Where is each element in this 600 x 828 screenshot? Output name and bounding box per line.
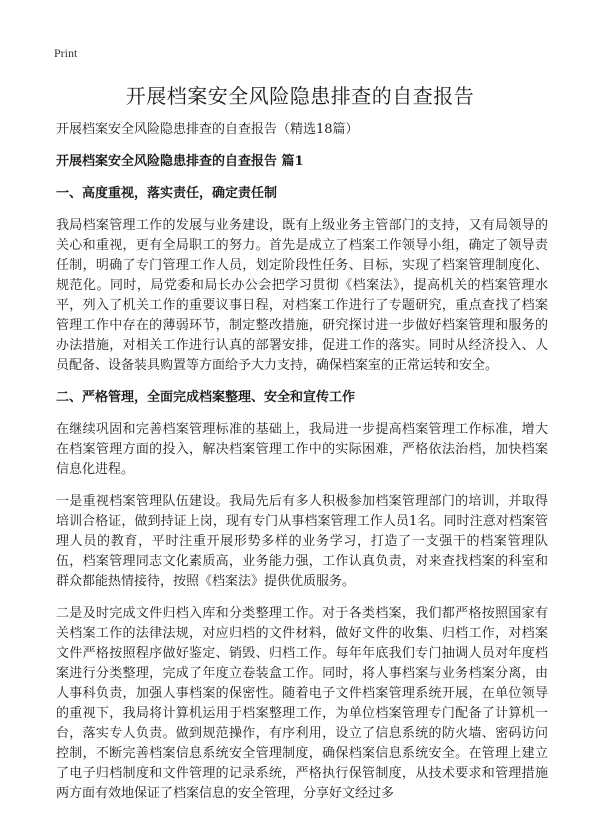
paragraph-4: 二是及时完成文件归档入库和分类整理工作。对于各类档案，我们都严格按照国家有关档案工作的法律法规，对应归档的文件材料，做好文件的收集、归档工作，对档案文件严格按照程序做好鉴定、销毁、归档工作。每年年底我们专门抽调人员对年度档案进行分类整理，完成了年度立卷装盒工作。同时，将人事档案与业务档案分离，由人事科负责，加强人事档案的保密性。随着电子文件档案管理系统开展，在单位领导的重视下，我局将计算机运用于档案整理工作，为单位档案管理专门配备了计算机一台，落实专人负责。做到规范操作，有序利用，设立了信息系统的防火墙、密码访问控制，不断完善档案信息系统安全管理制度，确保档案信息系统安全。在管理上建立了电子归档制度和文件管理的记录系统，严格执行保管制度，从技术要求和管理措施两方面有效地保证了档案信息的安全管理，分享好文经过多: [56, 606, 548, 801]
paragraph-1: 我局档案管理工作的发展与业务建设，既有上级业务主管部门的支持，又有局领导的关心和重视，更有全局职工的努力。首先是成立了档案工作领导小组，确定了领导责任制，明确了专门管理工作人员，划定阶段性任务、目标，实现了档案管理制度化、规范化。同时，局党委和局长办公会把学习贯彻《档案法》，提高机关的档案管理水平，列入了机关工作的重要议事日程，对档案工作进行了专题研究，重点查找了档案管理工作中存在的薄弱环节，制定整改措施，研究探讨进一步做好档案管理和服务的办法措施，对相关工作进行认真的部署安排，促进工作的落实。同时从经济投入、人员配备、设备装具购置等方面给予大力支持，确保档案室的正常运转和安全。: [56, 218, 548, 373]
section-title: 开展档案安全风险隐患排查的自查报告 篇1: [56, 154, 304, 169]
page-title: 开展档案安全风险隐患排查的自查报告: [125, 84, 475, 108]
print-link[interactable]: Print: [54, 46, 78, 60]
paragraph-3: 一是重视档案管理队伍建设。我局先后有多人积极参加档案管理部门的培训，并取得培训合格证，做到持证上岗，现有专门从事档案管理工作人员1名。同时注意对档案管理人员的教育，平时注重开展形势多样的业务学习，打造了一支强干的档案管理队伍，档案管理同志文化素质高，业务能力强，工作认真负责，对来查找档案的科室和群众都能热情接待，按照《档案法》提供优质服务。: [56, 494, 548, 589]
document-subtitle: 开展档案安全风险隐患排查的自查报告（精选18篇）: [56, 122, 359, 137]
paragraph-2: 在继续巩固和完善档案管理标准的基础上，我局进一步提高档案管理工作标准，增大在档案管理方面的投入，解决档案管理工作中的实际困难，严格依法治档，加快档案信息化进程。: [56, 422, 548, 477]
document-body: [56, 120, 548, 816]
section-heading-2: 二、严格管理，全面完成档案整理、安全和宣传工作: [56, 390, 356, 405]
section-heading-1: 一、高度重视，落实责任，确定责任制: [56, 186, 278, 201]
